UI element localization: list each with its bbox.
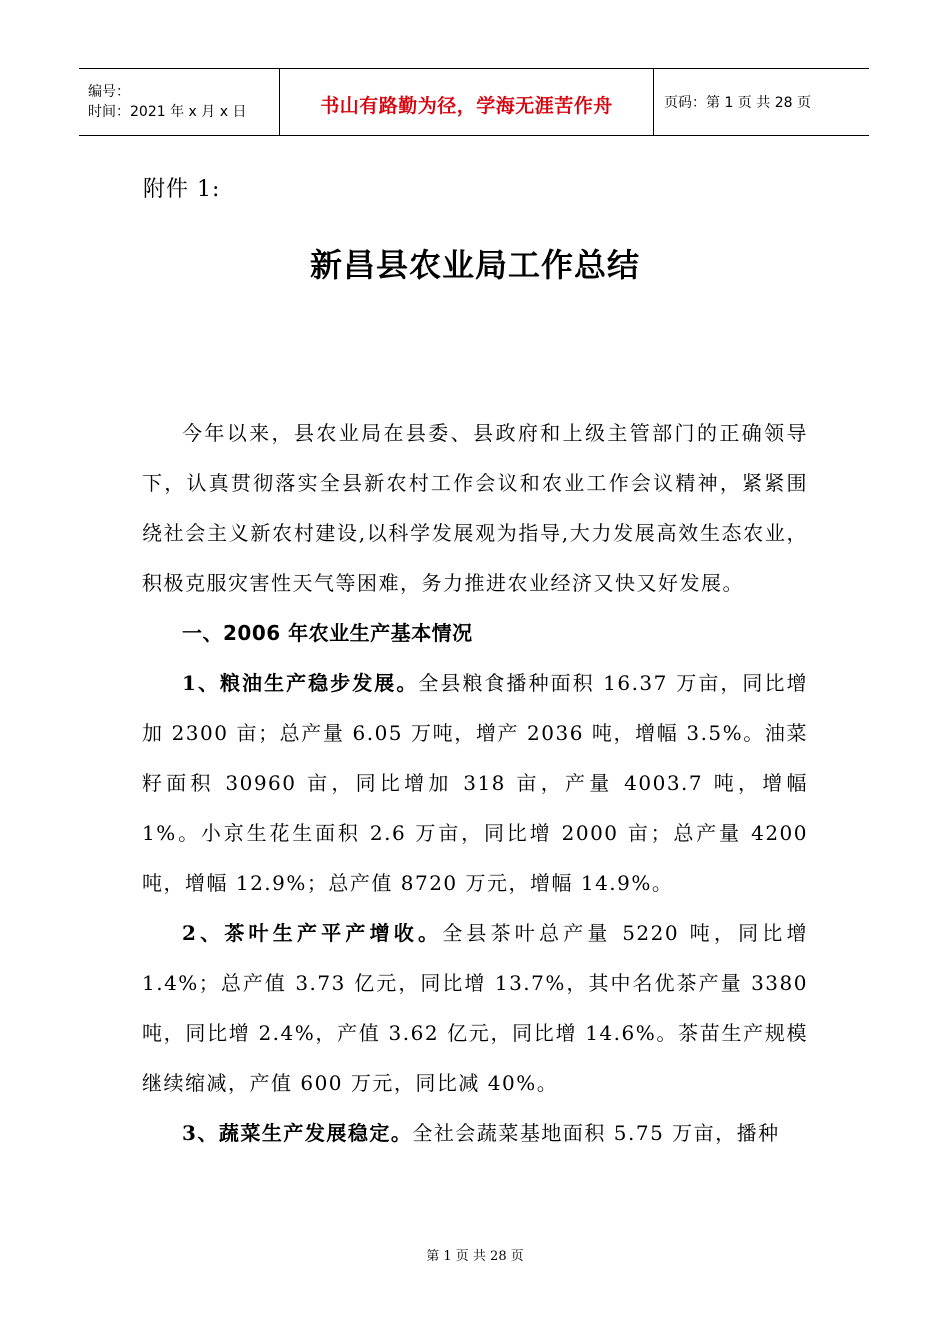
paragraph-grain-oil (142, 658, 808, 908)
page-info-label: 页码：第 1 页 共 28 页 (664, 95, 811, 111)
intro-paragraph: 今年以来，县农业局在县委、县政府和上级主管部门的正确领导下，认真贯彻落实全县新农村工作会议和农业工作会议精神，紧紧围绕社会主义新农村建设,以科学发展观为指导,大力发展高效生态农业，积极克服灾害性天气等困难，务力推进农业经济又快又好发展。 (142, 421, 808, 595)
header-meta (79, 69, 280, 135)
number-label: 编号： (88, 84, 130, 100)
header-motto-cell (280, 69, 654, 135)
time-label: 时间：2021 年 x 月 x 日 (88, 104, 247, 120)
paragraph-lead: 1、粮油生产稳步发展。 (182, 671, 419, 695)
paragraph-vegetables (142, 1108, 808, 1158)
paragraph-text: 全县茶叶总产量 5220 吨，同比增 1.4%；总产值 3.73 亿元，同比增 13.7%，其中名优茶产量 3380 吨，同比增 2.4%，产值 3.62 亿元，同比增 14.6%。茶苗生产规模继续缩减，产值 600 万元，同比减 40%。 (142, 921, 808, 1095)
paragraph-lead: 3、蔬菜生产发展稳定。 (182, 1121, 413, 1145)
section-heading: 一、2006 年农业生产基本情况 (182, 621, 473, 645)
header-motto: 书山有路勤为径，学海无涯苦作舟 (320, 94, 613, 117)
page-footer: 第 1 页 共 28 页 (426, 1249, 524, 1264)
attachment-label: 附件 1: (143, 177, 221, 202)
page-header (79, 68, 869, 136)
paragraph-lead: 2、茶叶生产平产增收。 (182, 921, 443, 945)
paragraph-text: 全县粮食播种面积 16.37 万亩，同比增加 2300 亩；总产量 6.05 万吨，增产 2036 吨，增幅 3.5%。油菜籽面积 30960 亩，同比增加 318 亩，产量 4003.7 吨，增幅 1%。小京生花生面积 2.6 万亩，同比增 2000 亩；总产量 4200 吨，增幅 12.9%；总产值 8720 万元，增幅 14.9%。 (142, 671, 808, 895)
document-title: 新昌县农业局工作总结 (309, 246, 640, 284)
paragraph-tea (142, 908, 808, 1108)
header-page-info (654, 69, 869, 135)
paragraph-text: 全社会蔬菜基地面积 5.75 万亩，播种 (412, 1121, 780, 1145)
document-body (142, 408, 808, 1158)
